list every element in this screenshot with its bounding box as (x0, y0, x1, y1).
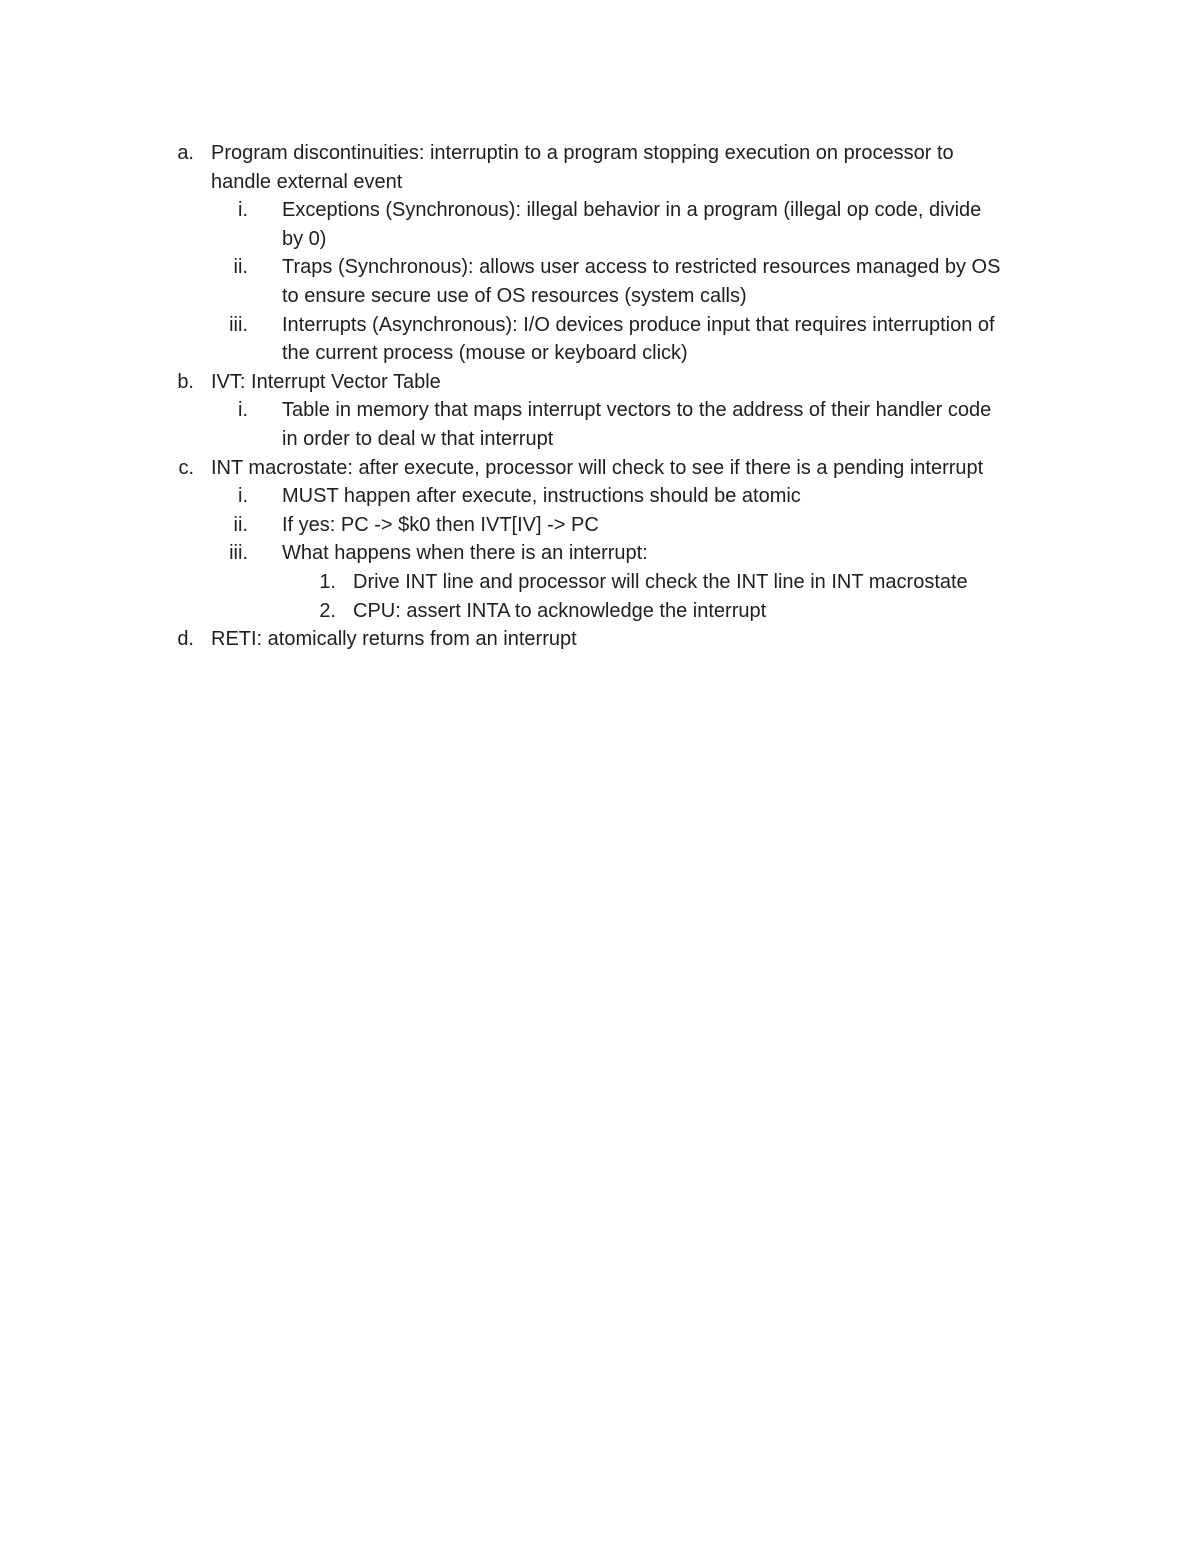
list-item-text: Program discontinuities: interruptin to a program stopping execution on processor to handle external event (211, 142, 954, 193)
list-item-text: Drive INT line and processor will check the INT line in INT macrostate (353, 570, 968, 593)
list-item-text: IVT: Interrupt Vector Table (211, 370, 441, 393)
list-item-c-i (0, 482, 1200, 511)
list-item-b (0, 368, 1200, 397)
list-marker: d. (177, 628, 194, 651)
list-marker: i. (238, 199, 248, 222)
list-item-text: If yes: PC -> $k0 then IVT[IV] -> PC (282, 513, 599, 536)
list-item-text: Exceptions (Synchronous): illegal behavior in a program (illegal op code, divide by 0) (282, 199, 982, 250)
list-marker: i. (238, 485, 248, 508)
list-item-a-ii (0, 253, 1200, 310)
list-item-a-iii (0, 311, 1200, 368)
list-item-a (0, 139, 1200, 196)
list-item-c-iii-1 (0, 568, 1200, 597)
list-item-text: What happens when there is an interrupt: (282, 542, 648, 565)
list-marker: ii. (233, 256, 248, 279)
list-item-c (0, 454, 1200, 483)
list-item-b-i (0, 396, 1200, 453)
list-item-text: INT macrostate: after execute, processor will check to see if there is a pending interrupt (211, 456, 984, 479)
list-marker: ii. (233, 513, 248, 536)
list-item-text: Table in memory that maps interrupt vectors to the address of their handler code in order to deal w that interrupt (282, 399, 992, 450)
list-marker: 2. (319, 599, 336, 622)
list-item-d (0, 625, 1200, 654)
list-marker: iii. (229, 313, 248, 336)
list-item-c-iii (0, 539, 1200, 568)
list-item-text: Interrupts (Asynchronous): I/O devices produce input that requires interruption of the current process (mouse or keyboard click) (282, 313, 995, 365)
list-item-c-iii-2 (0, 597, 1200, 626)
list-marker: a. (177, 142, 194, 164)
list-item-text: Traps (Synchronous): allows user access to restricted resources managed by OS to ensure secure use of OS resources (system calls) (282, 256, 1001, 307)
list-item-c-ii (0, 511, 1200, 540)
list-item-text: MUST happen after execute, instructions should be atomic (282, 485, 801, 508)
list-marker: iii. (229, 542, 248, 565)
list-marker: 1. (319, 570, 336, 593)
list-item-text: RETI: atomically returns from an interrupt (211, 628, 577, 651)
list-item-text: CPU: assert INTA to acknowledge the interrupt (353, 599, 767, 622)
list-item-a-i (0, 196, 1200, 253)
list-marker: b. (177, 370, 194, 393)
list-marker: i. (238, 399, 248, 422)
notes-outline (0, 139, 1200, 654)
list-marker: c. (178, 456, 194, 479)
